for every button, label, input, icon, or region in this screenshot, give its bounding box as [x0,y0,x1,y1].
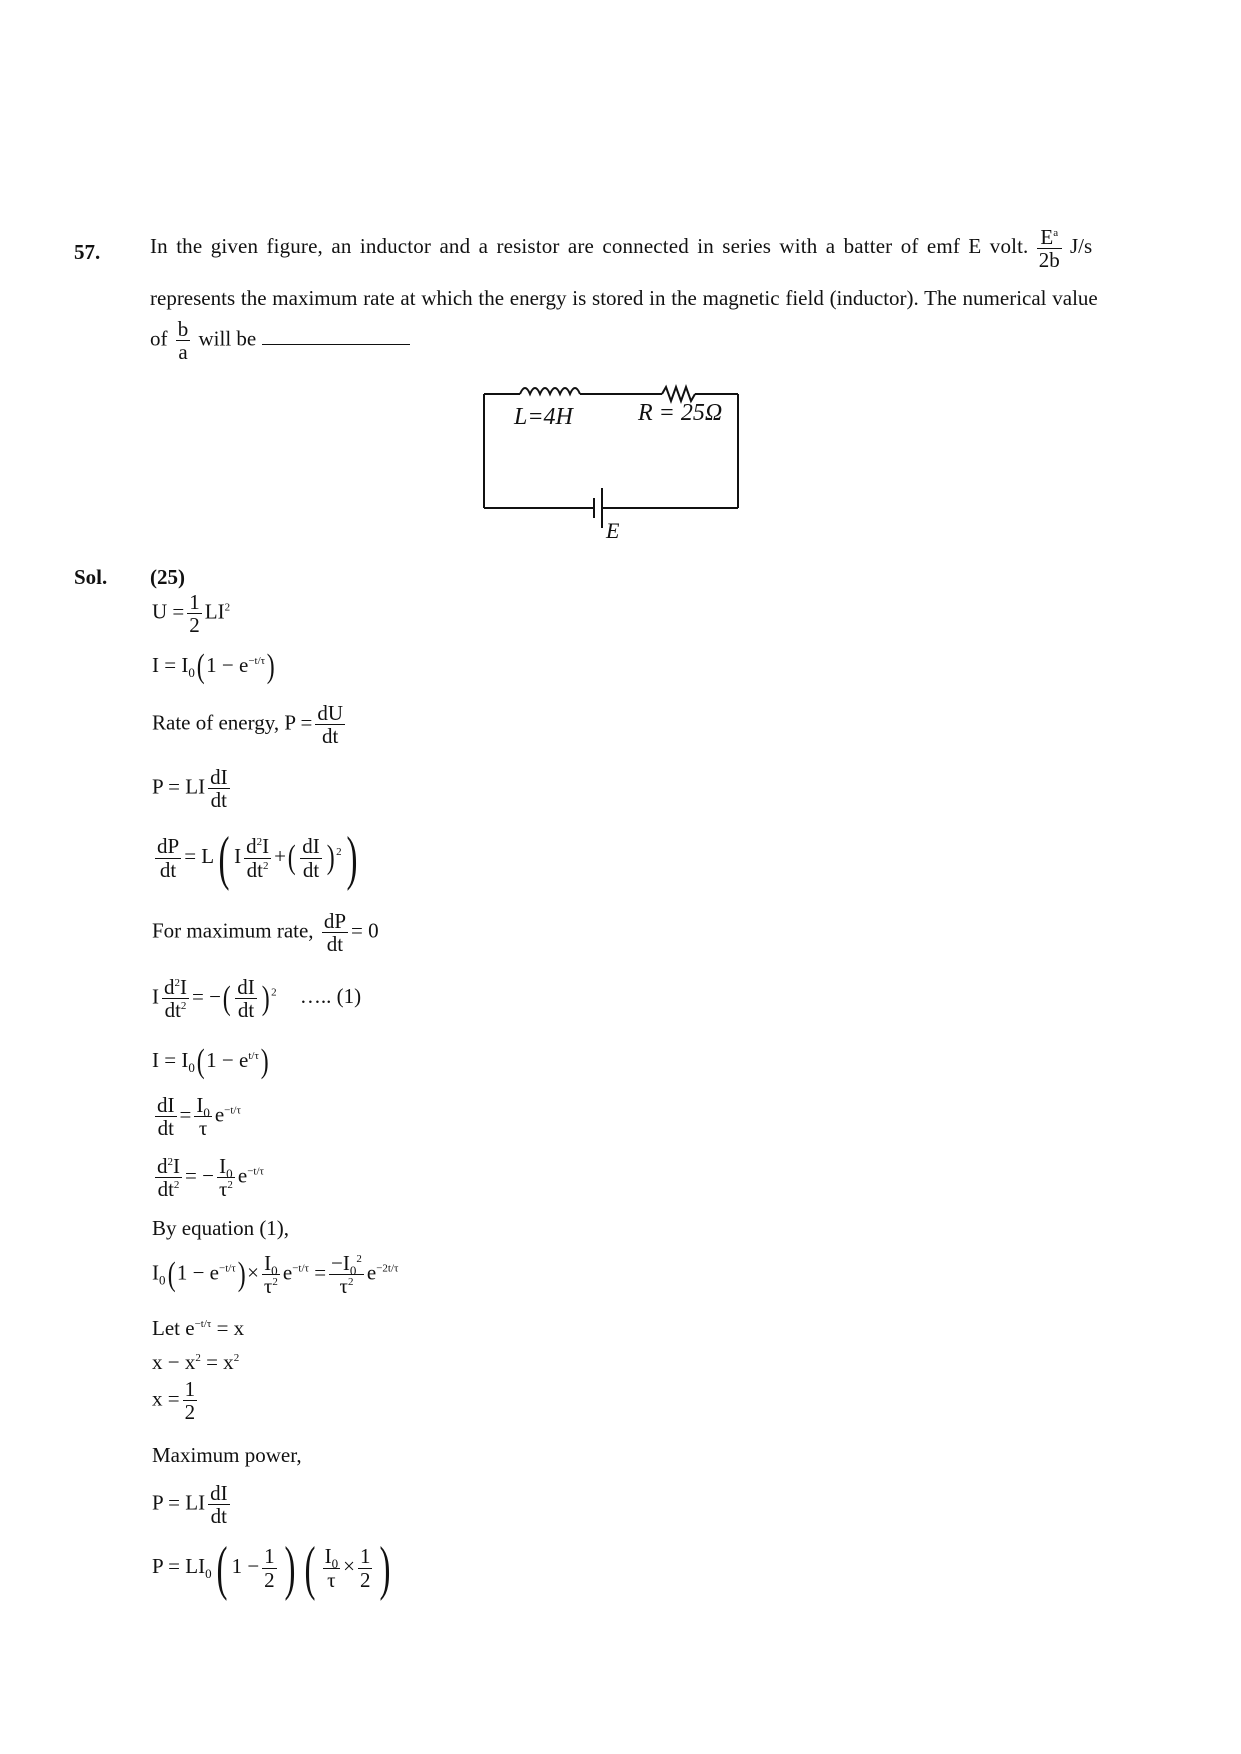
solution-answer: (25) [150,565,185,589]
by-equation-text: By equation (1), [152,1216,290,1240]
question-line-1 [150,226,1170,271]
resistor-zigzag [662,387,695,401]
ratio-fraction [176,318,191,363]
question-will-be: will be [198,326,257,351]
equation-let: Let $e^{-t/\tau} = x$ [152,1316,245,1340]
equation-second-derivative: $\frac{d^2I}{dt^2}$ = − $\frac{I_0}{\tau^2}$ $e^{-t/\tau}$ [157,1154,264,1202]
equation-power-2: P = LI $\frac{dI}{dt}$ [152,1481,228,1529]
equation-reference: ….. (1) [299,984,362,1009]
ratio-numerator: b [177,317,189,341]
energy-rate-fraction [1037,226,1062,271]
inductor-label: L=4H [514,404,573,430]
equation-rate-of-energy: Rate of energy, P = $\frac{dU}{dt}$ [152,701,344,749]
energy-denominator: 2b [1038,248,1060,273]
question-line-3 [150,318,410,363]
equation-current-2: $I = I_0(1 - e^{t/\tau})$ [152,1043,269,1080]
ratio-denominator: a [178,340,188,365]
inductor-coil [520,388,580,394]
answer-blank [262,326,410,345]
question-text-2: represents the maximum rate at which the energy is stored in the magnetic field (inductor). The numerical value [150,286,1098,310]
equation-max-rate: For maximum rate, $\frac{dP}{dt}$ = 0 [152,909,379,957]
battery-label: E [606,518,620,543]
solution-label: Sol. [74,565,108,589]
equation-power-final: $P = LI_0$( 1 − $\frac{1}{2}$ ) ( $\frac{I_0}{\tau}$ × $\frac{1}{2}$ ) [152,1535,391,1601]
let-text: Let [152,1316,180,1340]
max-power-text: Maximum power, [152,1443,302,1467]
energy-numerator: E [1040,225,1054,249]
circuit-diagram [480,378,750,548]
equation-quadratic: $x - x^2 = x^2$ [152,1350,240,1374]
question-text-1: In the given figure, an inductor and a resistor are connected in series with a batter of emf E volt. [150,234,1029,259]
equation-energy: U = $\frac{1}{2}$ $LI^2$ [152,590,231,638]
unit-label: J/s [1069,234,1093,259]
equation-current: $I = I_0(1 - e^{-t/\tau})$ [152,648,275,685]
energy-numerator-sup: a [1053,227,1059,239]
question-number: 57. [74,240,101,264]
question-of: of [150,326,168,351]
equation-power: P = LI $\frac{dI}{dt}$ [152,765,228,813]
equation-x-value: x = $\frac{1}{2}$ [152,1377,196,1425]
rate-of-energy-text: Rate of energy, [152,710,280,735]
equation-dp-dt: $\frac{dP}{dt}$ = L( I $\frac{d^2I}{dt^2}$ +( $\frac{dI}{dt}$ ) $^2$) [157,825,358,891]
for-max-rate-text: For maximum rate, [152,918,314,943]
equation-one: I $\frac{d^2I}{dt^2}$ = −( $\frac{dI}{dt}$ ) $^2$ ….. (1) [152,975,362,1023]
equation-substitution: $I_0(1 - e^{-t/\tau})\times$ $\frac{I_0}{\tau^2}$ $e^{-t/\tau}$ = $\frac{-I_0^2}{\tau^2}$ $e^{-2t/\tau}$ [152,1251,399,1299]
equation-first-derivative: $\frac{dI}{dt}$ = $\frac{I_0}{\tau}$ $e^{-t/\tau}$ [157,1093,241,1141]
resistor-label: R = 25Ω [638,400,723,426]
